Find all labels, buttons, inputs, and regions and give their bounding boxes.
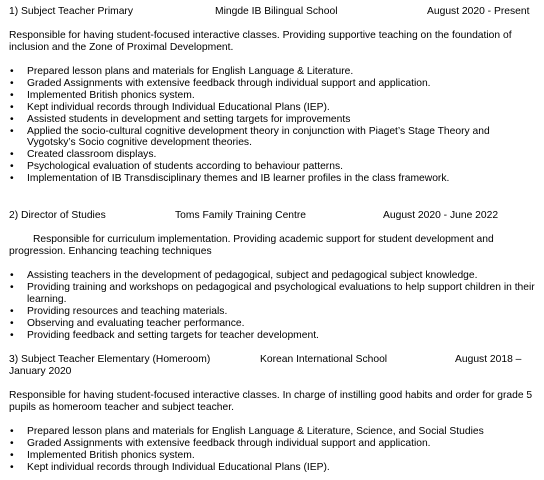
bullet-marker: • xyxy=(10,426,14,437)
list-item: • Kept individual records through Individual Educational Plans (IEP). xyxy=(10,461,330,473)
bullet-marker: • xyxy=(10,66,14,77)
bullet-marker: • xyxy=(10,461,14,473)
list-item: • Providing feedback and setting targets for teacher development. xyxy=(10,329,319,341)
bullet-marker: • xyxy=(10,305,14,317)
job-3-title: 3) Subject Teacher Elementary (Homeroom) xyxy=(9,354,211,365)
list-item: • Psychological evaluation of students according to behaviour patterns. xyxy=(10,161,343,173)
job-3-organization: Korean International School xyxy=(260,354,388,365)
bullet-marker: • xyxy=(10,113,14,125)
list-item: • Implemented British phonics system. xyxy=(10,89,195,101)
bullet-marker: • xyxy=(10,173,14,185)
list-item: • Observing and evaluating teacher performance. xyxy=(10,317,245,329)
job-2-title: 2) Director of Studies xyxy=(9,210,106,221)
job-2-bullets xyxy=(9,270,537,341)
job-1-title: 1) Subject Teacher Primary xyxy=(9,6,133,17)
bullet-marker: • xyxy=(10,317,14,329)
list-item: • Graded Assignments with extensive feedback through individual support and application. xyxy=(10,77,431,89)
job-3-bullets xyxy=(9,426,537,474)
list-item: • Created classroom displays. xyxy=(10,149,157,161)
list-item: • Graded Assignments with extensive feedback through individual support and application. xyxy=(10,437,431,449)
list-item: • Providing training and workshops on pedagogical and psychological evaluations to help support children in their learning. xyxy=(10,281,535,305)
bullet-marker: • xyxy=(10,449,14,461)
job-2-dates: August 2020 - June 2022 xyxy=(383,210,499,221)
list-item: • Implementation of IB Transdisciplinary themes and IB learner profiles in the class framework. xyxy=(10,173,450,185)
bullet-marker: • xyxy=(10,89,14,101)
bullet-marker: • xyxy=(10,281,14,293)
bullet-marker: • xyxy=(10,125,14,137)
job-1-bullets xyxy=(9,66,537,185)
list-item: • Applied the socio-cultural cognitive development theory in conjunction with Piaget’s Stage Theory and Vygotsky’s Socio cognitive development theories. xyxy=(10,125,490,149)
list-item: • Kept individual records through Individual Educational Plans (IEP). xyxy=(10,101,330,113)
list-item: • Prepared lesson plans and materials for English Language & Literature, Science, and Social Studies xyxy=(10,426,484,437)
list-item: • Assisting teachers in the development of pedagogical, subject and pedagogical subject knowledge. xyxy=(10,270,478,281)
job-3-dates-continued: January 2020 xyxy=(9,366,72,377)
bullet-marker: • xyxy=(10,101,14,113)
bullet-marker: • xyxy=(10,437,14,449)
job-3-summary: Responsible for having student-focused interactive classes. In charge of instilling good habits and order for grade 5 pupils as homeroom teacher and subject teacher. xyxy=(9,390,533,413)
bullet-marker: • xyxy=(10,329,14,341)
job-1-organization: Mingde IB Bilingual School xyxy=(215,6,338,17)
job-2-summary: Responsible for curriculum implementation. Providing academic support for student development and progression. Enhancing teaching techniques xyxy=(9,234,494,257)
job-1-summary: Responsible for having student-focused interactive classes. Providing supportive teaching on the foundation of inclusion and the Zone of Proximal Development. xyxy=(9,30,512,53)
list-item: • Assisted students in development and setting targets for improvements xyxy=(10,113,351,125)
bullet-marker: • xyxy=(10,149,14,161)
job-3-dates: August 2018 – xyxy=(455,354,522,365)
list-item: • Implemented British phonics system. xyxy=(10,449,195,461)
job-1-dates: August 2020 - Present xyxy=(427,6,530,17)
job-2-organization: Toms Family Training Centre xyxy=(175,210,307,221)
bullet-marker: • xyxy=(10,161,14,173)
list-item: • Prepared lesson plans and materials for English Language & Literature. xyxy=(10,66,354,77)
bullet-marker: • xyxy=(10,77,14,89)
bullet-marker: • xyxy=(10,270,14,281)
list-item: • Providing resources and teaching materials. xyxy=(10,305,228,317)
